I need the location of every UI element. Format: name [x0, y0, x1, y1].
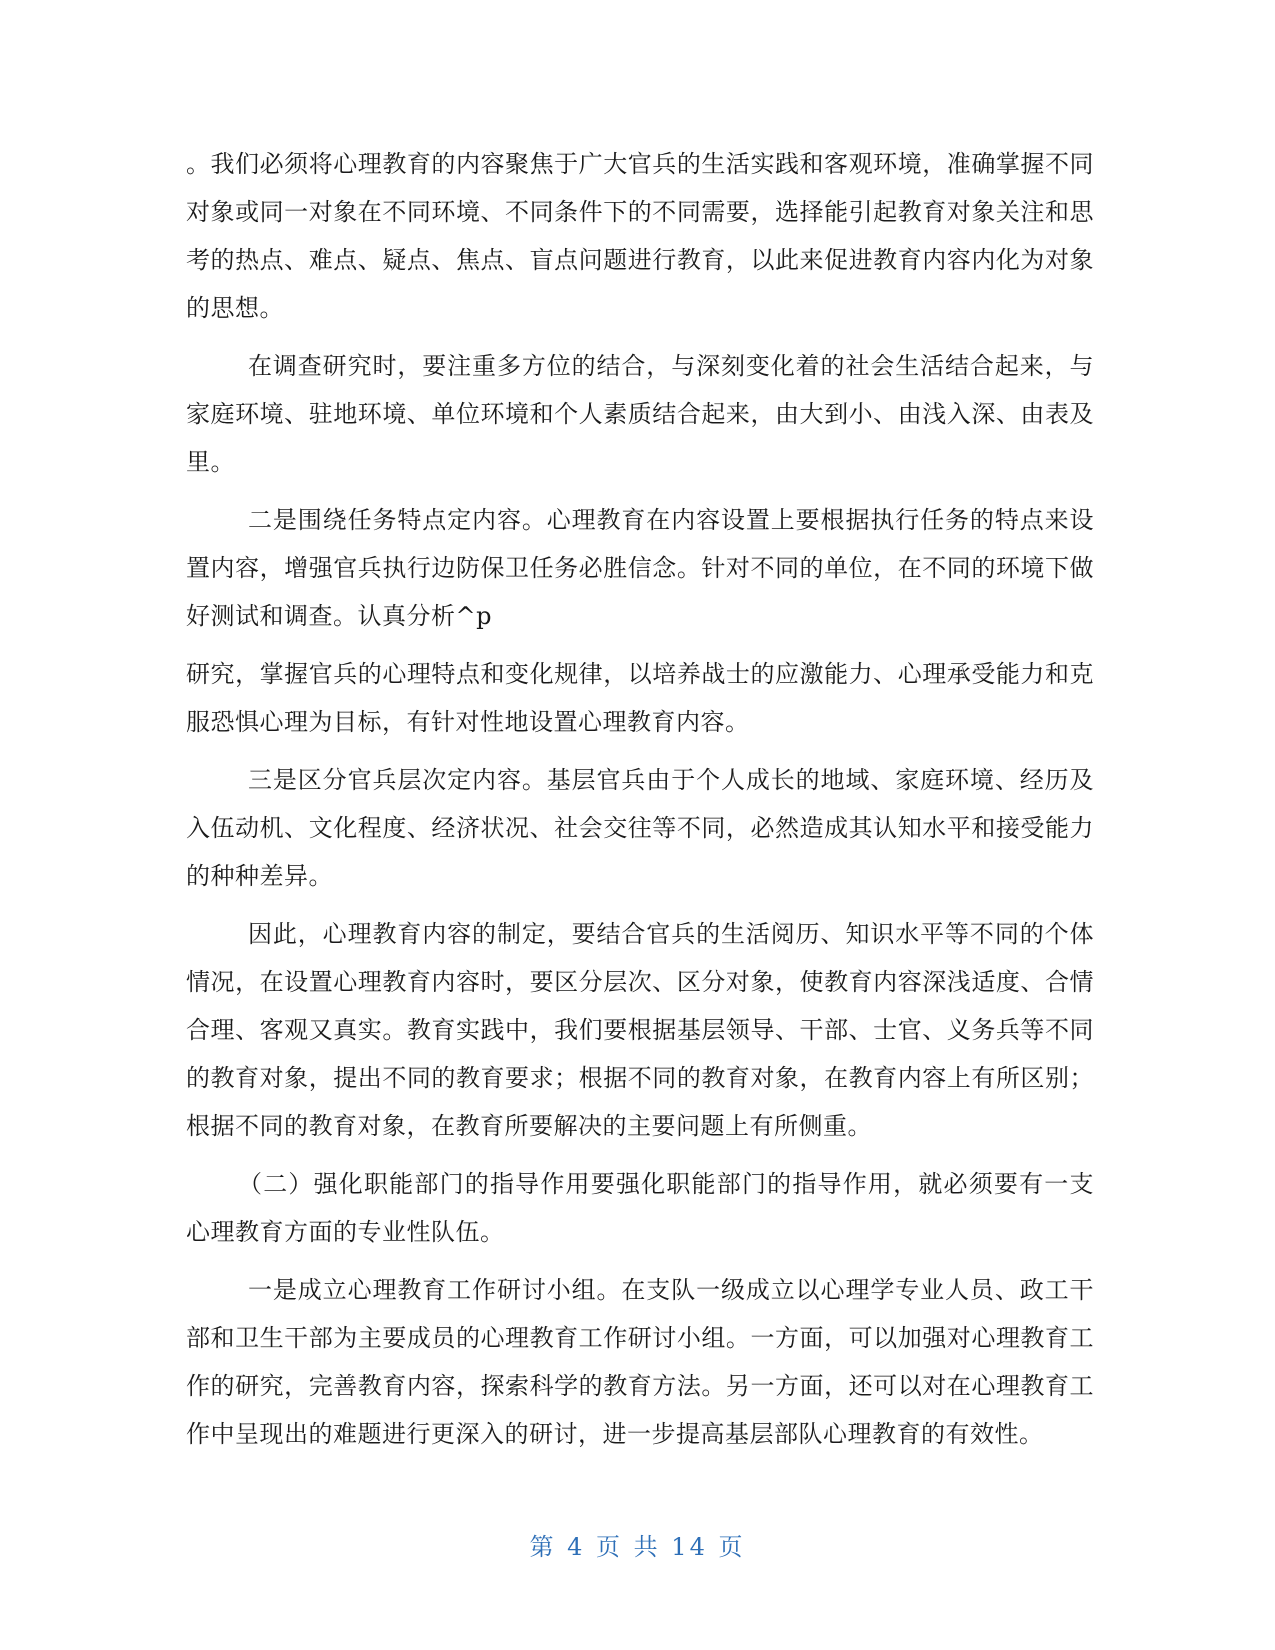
paragraph-6: 因此，心理教育内容的制定，要结合官兵的生活阅历、知识水平等不同的个体情况，在设置心理教育内容时，要区分层次、区分对象，使教育内容深浅适度、合情合理、客观又真实。教育实践中，我们要根据基层领导、干部、士官、义务兵等不同的教育对象，提出不同的教育要求；根据不同的教育对象，在教育内容上有所区别；根据不同的教育对象，在教育所要解决的主要问题上有所侧重。 — [186, 920, 1094, 1140]
page-number-footer: 第 4 页 共 14 页 — [529, 1533, 746, 1561]
paragraph-5: 三是区分官兵层次定内容。基层官兵由于个人成长的地域、家庭环境、经历及入伍动机、文化程度、经济状况、社会交往等不同，必然造成其认知水平和接受能力的种种差异。 — [186, 766, 1094, 890]
paragraph-1: 。我们必须将心理教育的内容聚焦于广大官兵的生活实践和客观环境，准确掌握不同对象或同一对象在不同环境、不同条件下的不同需要，选择能引起教育对象关注和思考的热点、难点、疑点、焦点、盲点问题进行教育，以此来促进教育内容内化为对象的思想。 — [186, 150, 1094, 322]
document-body — [186, 140, 1094, 1468]
paragraph-3: 二是围绕任务特点定内容。心理教育在内容设置上要根据执行任务的特点来设置内容，增强官兵执行边防保卫任务必胜信念。针对不同的单位，在不同的环境下做好测试和调查。认真分析^p — [186, 506, 1094, 630]
paragraph-2: 在调查研究时，要注重多方位的结合，与深刻变化着的社会生活结合起来，与家庭环境、驻地环境、单位环境和个人素质结合起来，由大到小、由浅入深、由表及里。 — [186, 352, 1094, 476]
paragraph-8: 一是成立心理教育工作研讨小组。在支队一级成立以心理学专业人员、政工干部和卫生干部为主要成员的心理教育工作研讨小组。一方面，可以加强对心理教育工作的研究，完善教育内容，探索科学的教育方法。另一方面，还可以对在心理教育工作中呈现出的难题进行更深入的研讨，进一步提高基层部队心理教育的有效性。 — [186, 1276, 1094, 1448]
paragraph-4: 研究，掌握官兵的心理特点和变化规律，以培养战士的应激能力、心理承受能力和克服恐惧心理为目标，有针对性地设置心理教育内容。 — [186, 660, 1094, 736]
paragraph-7: （二）强化职能部门的指导作用要强化职能部门的指导作用，就必须要有一支心理教育方面的专业性队伍。 — [186, 1170, 1094, 1246]
